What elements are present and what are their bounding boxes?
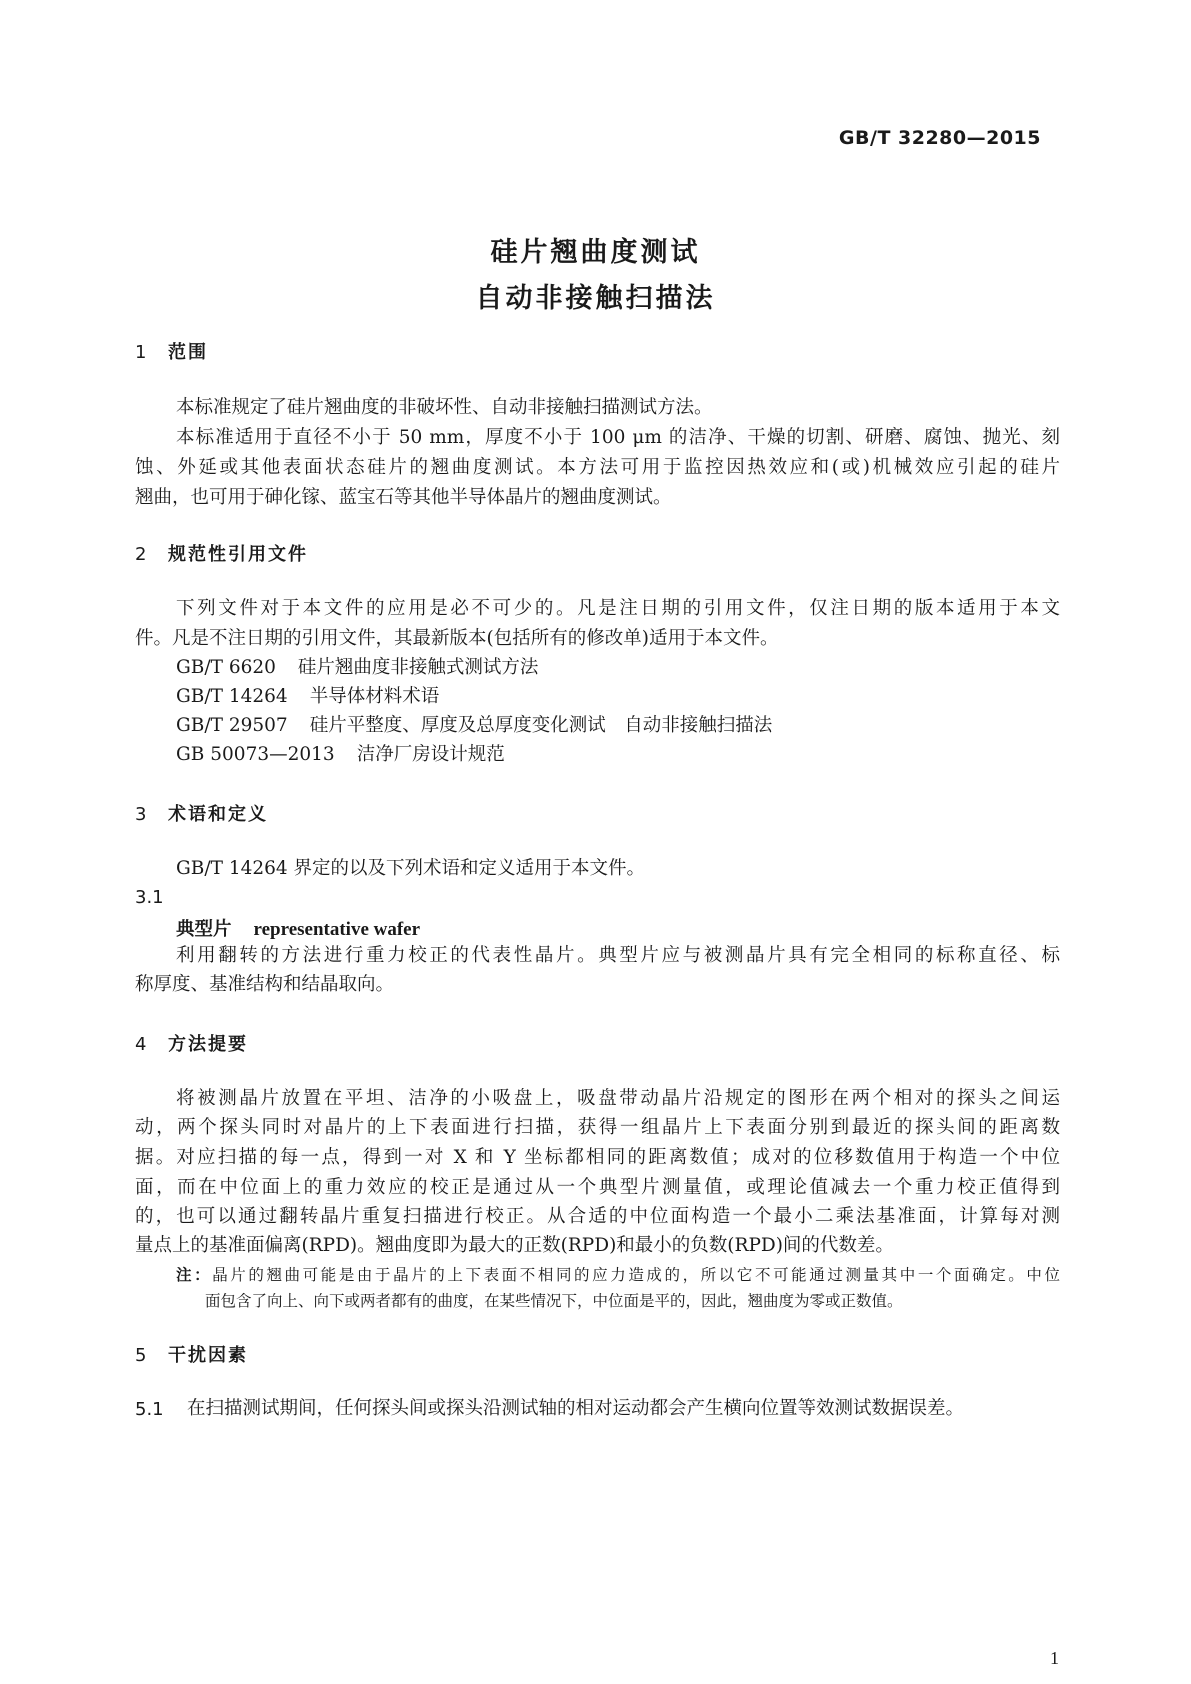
reference-title: 硅片翘曲度非接触式测试方法 — [297, 657, 539, 678]
subclause-number: 5.1 — [135, 1399, 164, 1420]
term-english: representative wafer — [253, 919, 421, 940]
note-label: 注： — [176, 1266, 213, 1284]
section-number: 1 — [135, 342, 149, 363]
document-title-line-2: 自动非接触扫描法 — [475, 283, 716, 314]
reference-code: GB/T 6620 — [176, 657, 276, 678]
section-number: 5 — [135, 1345, 149, 1366]
section-title: 规范性引用文件 — [168, 544, 308, 565]
note-line: 面包含了向上、向下或两者都有的曲度，在某些情况下，中位面是平的，因此，翘曲度为零或正数值。 — [205, 1292, 903, 1310]
reference-code: GB/T 29507 — [176, 715, 288, 736]
section-2-heading — [135, 540, 308, 566]
section-title: 术语和定义 — [168, 804, 268, 825]
paragraph-line: 件。凡是不注日期的引用文件，其最新版本(包括所有的修改单)适用于本文件。 — [135, 628, 779, 649]
paragraph-line: 本标准适用于直径不小于 50 mm，厚度不小于 100 μm 的洁净、干燥的切割、研磨、腐蚀、抛光、刻 — [176, 427, 1060, 448]
paragraph-line: 称厚度、基准结构和结晶取向。 — [135, 974, 395, 995]
note-text: 晶片的翘曲可能是由于晶片的上下表面不相同的应力造成的，所以它不可能通过测量其中一个面确定。中位 — [212, 1266, 1060, 1284]
standard-code: GB/T 32280—2015 — [838, 127, 1041, 149]
section-3-heading — [135, 800, 268, 826]
paragraph-line: 翘曲，也可用于砷化镓、蓝宝石等其他半导体晶片的翘曲度测试。 — [135, 487, 672, 508]
paragraph-line: 下列文件对于本文件的应用是必不可少的。凡是注日期的引用文件，仅注日期的版本适用于本文 — [176, 598, 1060, 619]
reference-item — [176, 738, 505, 772]
section-title: 范围 — [168, 342, 208, 363]
paragraph-line: 本标准规定了硅片翘曲度的非破坏性、自动非接触扫描测试方法。 — [176, 397, 713, 418]
section-number: 4 — [135, 1034, 149, 1055]
reference-title: 半导体材料术语 — [309, 686, 440, 707]
section-title: 方法提要 — [168, 1034, 248, 1055]
term-chinese: 典型片 — [176, 919, 232, 940]
section-1-heading — [135, 338, 208, 364]
note-line — [176, 1261, 1060, 1289]
section-5-heading — [135, 1341, 248, 1367]
section-number: 2 — [135, 544, 149, 565]
paragraph-line: 蚀、外延或其他表面状态硅片的翘曲度测试。本方法可用于监控因热效应和(或)机械效应引起的硅片 — [135, 457, 1060, 478]
reference-title: 硅片平整度、厚度及总厚度变化测试 自动非接触扫描法 — [309, 715, 773, 736]
subclause-number: 3.1 — [135, 887, 164, 908]
paragraph-line: 动，两个探头同时对晶片的上下表面进行扫描，获得一组晶片上下表面分别到最近的探头间的距离数 — [135, 1117, 1060, 1138]
paragraph-line: 的，也可以通过翻转晶片重复扫描进行校正。从合适的中位面构造一个最小二乘法基准面，计算每对测 — [135, 1206, 1060, 1227]
section-title: 干扰因素 — [168, 1345, 248, 1366]
paragraph-line: 将被测晶片放置在平坦、洁净的小吸盘上，吸盘带动晶片沿规定的图形在两个相对的探头之间运 — [176, 1088, 1060, 1109]
section-number: 3 — [135, 804, 149, 825]
paragraph-line: 面，而在中位面上的重力效应的校正是通过从一个典型片测量值，或理论值减去一个重力校正值得到 — [135, 1177, 1060, 1198]
section-4-heading — [135, 1030, 248, 1056]
paragraph-line: 据。对应扫描的每一点，得到一对 X 和 Y 坐标都相同的距离数值；成对的位移数值用于构造一个中位 — [135, 1147, 1060, 1168]
reference-title: 洁净厂房设计规范 — [356, 744, 505, 765]
reference-code: GB/T 14264 — [176, 686, 288, 707]
paragraph-line: 利用翻转的方法进行重力校正的代表性晶片。典型片应与被测晶片具有完全相同的标称直径、标 — [176, 945, 1060, 966]
reference-code: GB 50073—2013 — [176, 744, 335, 765]
paragraph-line: 在扫描测试期间，任何探头间或探头沿测试轴的相对运动都会产生横向位置等效测试数据误差。 — [187, 1398, 965, 1419]
paragraph-line: GB/T 14264 界定的以及下列术语和定义适用于本文件。 — [176, 858, 646, 879]
page-number: 1 — [1050, 1648, 1059, 1668]
paragraph-line: 量点上的基准面偏离(RPD)。翘曲度即为最大的正数(RPD)和最小的负数(RPD)间的代数差。 — [135, 1235, 894, 1256]
term-entry — [176, 915, 420, 941]
document-title-line-1: 硅片翘曲度测试 — [490, 237, 701, 268]
